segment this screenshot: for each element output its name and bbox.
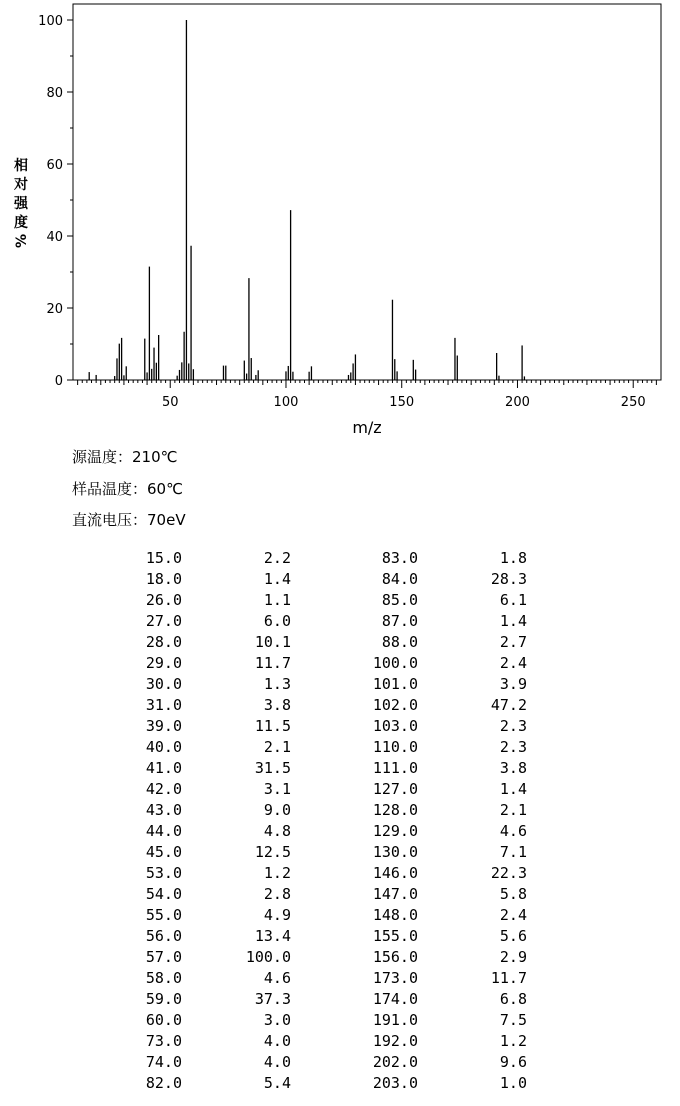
intensity-cell: 1.2 (263, 864, 291, 882)
intensity-cell: 5.6 (499, 927, 527, 945)
mz-cell: 83.0 (381, 549, 418, 567)
intensity-cell: 22.3 (490, 864, 527, 882)
mz-cell: 57.0 (145, 948, 182, 966)
table-row (100, 968, 527, 989)
table-row (100, 863, 527, 884)
table-row (100, 653, 527, 674)
intensity-cell: 7.5 (499, 1011, 527, 1029)
mz-cell: 73.0 (145, 1032, 182, 1050)
intensity-cell: 1.2 (499, 1032, 527, 1050)
intensity-cell: 1.0 (499, 1074, 527, 1092)
mz-cell: 42.0 (145, 780, 182, 798)
table-row (100, 779, 527, 800)
x-tick-label: 50 (161, 395, 179, 410)
condition-label: 直流电压： (72, 511, 148, 529)
table-row (100, 1010, 527, 1031)
mz-cell: 55.0 (145, 906, 182, 924)
table-row (100, 842, 527, 863)
spectrum-peaks (89, 20, 524, 380)
mz-cell: 192.0 (372, 1032, 418, 1050)
mz-cell: 111.0 (372, 759, 418, 777)
intensity-cell: 9.0 (263, 801, 291, 819)
table-row (100, 884, 527, 905)
table-row (100, 716, 527, 737)
mz-cell: 82.0 (145, 1074, 182, 1092)
mz-cell: 100.0 (372, 654, 418, 672)
table-row (100, 674, 527, 695)
y-tick-label: 100 (38, 14, 63, 29)
mz-cell: 26.0 (145, 591, 182, 609)
mz-cell: 15.0 (145, 549, 182, 567)
mz-cell: 54.0 (145, 885, 182, 903)
y-label-char: 对 (14, 177, 28, 193)
mz-cell: 18.0 (145, 570, 182, 588)
mz-cell: 130.0 (372, 843, 418, 861)
mz-cell: 85.0 (381, 591, 418, 609)
mz-cell: 59.0 (145, 990, 182, 1008)
mz-cell: 147.0 (372, 885, 418, 903)
mz-cell: 31.0 (145, 696, 182, 714)
y-tick-label: 20 (46, 302, 63, 317)
intensity-cell: 4.0 (263, 1053, 291, 1071)
intensity-cell: 3.0 (263, 1011, 291, 1029)
mz-cell: 155.0 (372, 927, 418, 945)
table-row (100, 590, 527, 611)
table-row (100, 695, 527, 716)
mz-cell: 74.0 (145, 1053, 182, 1071)
intensity-cell: 6.1 (499, 591, 527, 609)
mz-cell: 128.0 (372, 801, 418, 819)
x-tick-label: 200 (505, 395, 530, 410)
intensity-cell: 2.9 (499, 948, 527, 966)
mz-cell: 156.0 (372, 948, 418, 966)
condition-label: 样品温度： (72, 480, 148, 498)
mz-cell: 101.0 (372, 675, 418, 693)
mz-cell: 146.0 (372, 864, 418, 882)
intensity-cell: 28.3 (490, 570, 527, 588)
intensity-cell: 12.5 (254, 843, 291, 861)
table-row (100, 905, 527, 926)
intensity-cell: 3.8 (499, 759, 527, 777)
y-tick-label: 40 (46, 230, 63, 245)
intensity-cell: 4.6 (263, 969, 291, 987)
table-row (100, 1031, 527, 1052)
mz-cell: 60.0 (145, 1011, 182, 1029)
mz-cell: 30.0 (145, 675, 182, 693)
y-label-char: % (14, 233, 30, 249)
intensity-cell: 31.5 (254, 759, 291, 777)
mz-cell: 44.0 (145, 822, 182, 840)
condition-label: 源温度： (72, 448, 133, 466)
table-row (100, 947, 527, 968)
intensity-cell: 3.8 (263, 696, 291, 714)
x-axis (78, 380, 657, 410)
intensity-cell: 1.8 (499, 549, 527, 567)
table-row (100, 989, 527, 1010)
mz-cell: 45.0 (145, 843, 182, 861)
mz-cell: 87.0 (381, 612, 418, 630)
mass-spectrum-chart (0, 0, 680, 445)
intensity-cell: 2.1 (499, 801, 527, 819)
intensity-cell: 3.9 (499, 675, 527, 693)
mz-cell: 110.0 (372, 738, 418, 756)
intensity-cell: 1.4 (499, 780, 527, 798)
mz-cell: 53.0 (145, 864, 182, 882)
intensity-cell: 11.7 (254, 654, 291, 672)
mz-cell: 174.0 (372, 990, 418, 1008)
intensity-cell: 2.4 (499, 906, 527, 924)
intensity-cell: 10.1 (254, 633, 291, 651)
x-axis-label: m/z (352, 418, 382, 437)
intensity-cell: 2.7 (499, 633, 527, 651)
y-tick-label: 0 (54, 374, 63, 389)
intensity-cell: 2.3 (499, 738, 527, 756)
mz-cell: 58.0 (145, 969, 182, 987)
mz-cell: 129.0 (372, 822, 418, 840)
mz-cell: 103.0 (372, 717, 418, 735)
intensity-cell: 7.1 (499, 843, 527, 861)
x-tick-label: 250 (620, 395, 646, 410)
intensity-cell: 13.4 (254, 927, 291, 945)
intensity-cell: 4.0 (263, 1032, 291, 1050)
condition-value: 210℃ (132, 448, 178, 466)
mz-cell: 29.0 (145, 654, 182, 672)
intensity-cell: 4.9 (263, 906, 291, 924)
intensity-cell: 1.4 (263, 570, 291, 588)
mz-cell: 102.0 (372, 696, 418, 714)
y-label-char: 强 (14, 196, 28, 212)
table-row (100, 1052, 527, 1073)
intensity-cell: 2.1 (263, 738, 291, 756)
mz-cell: 41.0 (145, 759, 182, 777)
y-axis (38, 14, 73, 389)
condition-dc-voltage (72, 509, 186, 530)
mz-cell: 148.0 (372, 906, 418, 924)
intensity-cell: 1.4 (499, 612, 527, 630)
condition-source-temperature (72, 446, 178, 467)
mz-cell: 56.0 (145, 927, 182, 945)
mz-cell: 202.0 (372, 1053, 418, 1071)
mz-cell: 88.0 (381, 633, 418, 651)
table-row (100, 800, 527, 821)
x-tick-label: 150 (389, 395, 415, 410)
intensity-cell: 37.3 (254, 990, 291, 1008)
peak-table (100, 548, 527, 1094)
condition-value: 70eV (147, 511, 186, 529)
intensity-cell: 5.4 (263, 1074, 291, 1092)
x-tick-label: 100 (273, 395, 299, 410)
intensity-cell: 5.8 (499, 885, 527, 903)
table-row (100, 821, 527, 842)
mz-cell: 40.0 (145, 738, 182, 756)
intensity-cell: 4.6 (499, 822, 527, 840)
table-row (100, 611, 527, 632)
intensity-cell: 6.0 (263, 612, 291, 630)
mz-cell: 191.0 (372, 1011, 418, 1029)
y-tick-label: 80 (46, 86, 63, 101)
plot-frame (73, 4, 661, 380)
intensity-cell: 2.2 (263, 549, 291, 567)
table-row (100, 926, 527, 947)
y-label-char: 相 (14, 158, 28, 174)
table-row (100, 758, 527, 779)
mz-cell: 84.0 (381, 570, 418, 588)
mz-cell: 27.0 (145, 612, 182, 630)
intensity-cell: 2.8 (263, 885, 291, 903)
mz-cell: 28.0 (145, 633, 182, 651)
intensity-cell: 9.6 (499, 1053, 527, 1071)
table-row (100, 569, 527, 590)
mz-cell: 203.0 (372, 1074, 418, 1092)
y-tick-label: 60 (46, 158, 63, 173)
y-axis-label (13, 157, 30, 248)
condition-value: 60℃ (147, 480, 183, 498)
intensity-cell: 11.5 (254, 717, 291, 735)
intensity-cell: 4.8 (263, 822, 291, 840)
mz-cell: 43.0 (145, 801, 182, 819)
intensity-cell: 1.3 (263, 675, 291, 693)
intensity-cell: 100.0 (245, 948, 291, 966)
intensity-cell: 6.8 (499, 990, 527, 1008)
intensity-cell: 47.2 (490, 696, 527, 714)
intensity-cell: 11.7 (490, 969, 527, 987)
table-row (100, 737, 527, 758)
intensity-cell: 1.1 (263, 591, 291, 609)
y-label-char: 度 (14, 215, 28, 231)
table-row (100, 632, 527, 653)
mz-cell: 39.0 (145, 717, 182, 735)
intensity-cell: 3.1 (263, 780, 291, 798)
table-row (100, 1073, 527, 1094)
condition-sample-temperature (72, 478, 183, 499)
table-row (100, 548, 527, 569)
intensity-cell: 2.4 (499, 654, 527, 672)
intensity-cell: 2.3 (499, 717, 527, 735)
mz-cell: 127.0 (372, 780, 418, 798)
mz-cell: 173.0 (372, 969, 418, 987)
